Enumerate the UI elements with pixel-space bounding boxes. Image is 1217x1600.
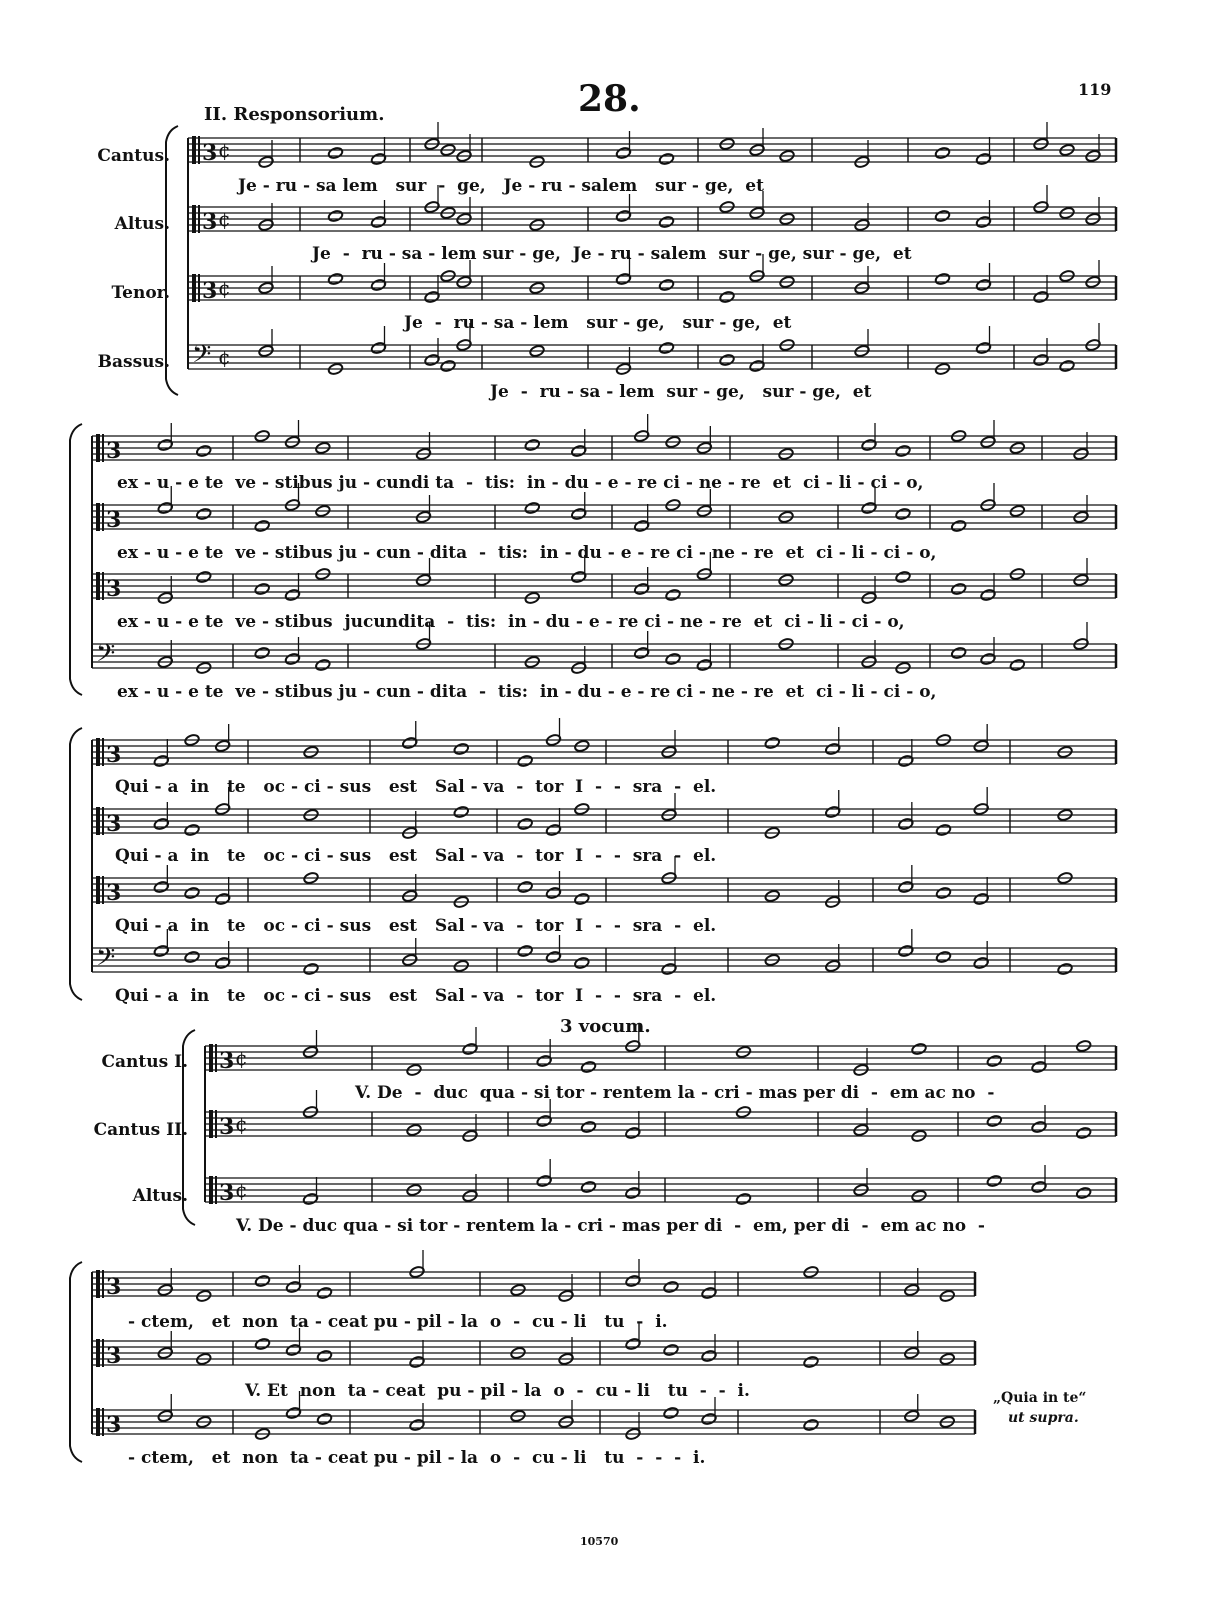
c-clef-glyph: 3 xyxy=(202,278,218,304)
c-clef-bar xyxy=(102,738,104,766)
note-head xyxy=(986,1054,1002,1067)
note-head xyxy=(327,272,343,285)
note-head xyxy=(1059,359,1075,372)
note-head xyxy=(895,444,911,457)
c-clef xyxy=(96,503,100,531)
note-head xyxy=(986,1174,1002,1187)
c-clef xyxy=(192,136,196,164)
note-head xyxy=(665,652,681,665)
voice-label: Cantus. xyxy=(97,146,170,166)
note-head xyxy=(524,501,540,514)
time-signature: ¢ xyxy=(235,1046,248,1070)
note-head xyxy=(935,886,951,899)
time-signature: ¢ xyxy=(218,138,231,162)
c-clef xyxy=(96,807,100,835)
note-head xyxy=(327,146,343,159)
repeat-instruction-suffix: ut supra. xyxy=(1008,1410,1079,1426)
c-clef xyxy=(209,1044,213,1072)
c-clef-bar xyxy=(102,876,104,904)
c-clef-bar xyxy=(198,205,200,233)
note-head xyxy=(935,950,951,963)
note-head xyxy=(254,519,270,532)
c-clef-glyph: 3 xyxy=(219,1114,235,1140)
c-clef-glyph: 3 xyxy=(106,811,122,837)
note-head xyxy=(951,519,967,532)
piece-number: 28. xyxy=(578,78,641,120)
c-clef-bar xyxy=(102,503,104,531)
lyrics-line: Je - ru - sa - lem sur - ge, Je - ru - salem sur - ge, sur - ge, et xyxy=(312,244,912,264)
c-clef xyxy=(192,205,196,233)
note-head xyxy=(934,209,950,222)
system-bracket xyxy=(70,1262,82,1462)
lyrics-line: Qui - a in te oc - ci - sus est Sal - va - tor I - - sra - el. xyxy=(115,916,717,936)
note-head xyxy=(719,353,735,366)
note-head xyxy=(316,1412,332,1425)
c-clef-glyph: 3 xyxy=(106,1412,122,1438)
note-head xyxy=(934,146,950,159)
note-head xyxy=(895,570,911,583)
note-head xyxy=(196,444,212,457)
note-head xyxy=(986,1114,1002,1127)
note-head xyxy=(935,823,951,836)
c-clef-bar xyxy=(215,1044,217,1072)
c-clef xyxy=(192,274,196,302)
note-head xyxy=(517,880,533,893)
vocum-title: 3 vocum. xyxy=(560,1016,651,1037)
note-head xyxy=(658,152,674,165)
c-clef xyxy=(96,1270,100,1298)
lyrics-line: V. Et non ta - ceat pu - pil - la o - cu - li tu - - i. xyxy=(245,1381,750,1401)
time-signature: ¢ xyxy=(235,1178,248,1202)
repeat-instruction: „Quia in te“ xyxy=(993,1390,1087,1406)
note-head xyxy=(524,438,540,451)
c-clef-bar xyxy=(102,1270,104,1298)
section-title: II. Responsorium. xyxy=(204,104,385,125)
c-clef xyxy=(96,738,100,766)
c-clef-glyph: 3 xyxy=(106,438,122,464)
time-signature: ¢ xyxy=(235,1112,248,1136)
note-head xyxy=(951,582,967,595)
page-number: 119 xyxy=(1078,80,1112,99)
note-head xyxy=(254,646,270,659)
c-clef-bar xyxy=(102,572,104,600)
note-head xyxy=(719,290,735,303)
note-head xyxy=(254,582,270,595)
lyrics-line: Qui - a in te oc - ci - sus est Sal - va - tor I - - sra - el. xyxy=(115,777,717,797)
note-head xyxy=(1009,658,1025,671)
note-head xyxy=(658,341,674,354)
note-head xyxy=(254,1274,270,1287)
note-head xyxy=(911,1042,927,1055)
note-head xyxy=(184,886,200,899)
note-head xyxy=(658,215,674,228)
note-head xyxy=(327,209,343,222)
c-clef xyxy=(96,572,100,600)
note-head xyxy=(315,658,331,671)
note-head xyxy=(1076,1126,1092,1139)
note-head xyxy=(517,754,533,767)
voice-label: Bassus. xyxy=(97,352,170,372)
lyrics-line: Je - ru - sa lem sur - ge, Je - ru - salem sur - ge, et xyxy=(238,176,764,196)
c-clef-bar xyxy=(198,274,200,302)
c-clef-glyph: 3 xyxy=(106,742,122,768)
note-head xyxy=(184,950,200,963)
c-clef-bar xyxy=(102,1408,104,1436)
note-head xyxy=(663,1280,679,1293)
c-clef-glyph: 3 xyxy=(219,1180,235,1206)
bass-clef: 𝄢 xyxy=(96,943,116,978)
note-head xyxy=(764,736,780,749)
note-head xyxy=(453,742,469,755)
bass-clef: 𝄢 xyxy=(96,639,116,674)
note-head xyxy=(663,1406,679,1419)
note-head xyxy=(1057,962,1073,975)
c-clef-glyph: 3 xyxy=(106,576,122,602)
note-head xyxy=(663,1343,679,1356)
lyrics-line: ex - u - e te ve - stibus ju - cundi ta - tis: in - du - e - re ci - ne - re et ci - li - ci - o, xyxy=(117,473,924,493)
note-head xyxy=(316,1286,332,1299)
plate-number: 10570 xyxy=(580,1535,619,1548)
note-head xyxy=(316,1349,332,1362)
c-clef xyxy=(96,1408,100,1436)
lyrics-line: V. De - duc qua - si tor - rentem la - cri - mas per di - em, per di - em ac no - xyxy=(236,1216,985,1236)
c-clef-glyph: 3 xyxy=(106,1343,122,1369)
note-head xyxy=(951,646,967,659)
c-clef-bar xyxy=(102,1339,104,1367)
note-head xyxy=(803,1355,819,1368)
lyrics-line: Qui - a in te oc - ci - sus est Sal - va - tor I - - sra - el. xyxy=(115,986,717,1006)
c-clef-glyph: 3 xyxy=(106,507,122,533)
voice-label: Cantus II. xyxy=(93,1120,188,1140)
note-head xyxy=(574,892,590,905)
system-bracket xyxy=(70,424,82,695)
lyrics-line: V. De - duc qua - si tor - rentem la - cri - mas per di - em ac no - xyxy=(355,1083,995,1103)
c-clef-glyph: 3 xyxy=(202,209,218,235)
voice-label: Altus. xyxy=(132,1186,188,1206)
note-head xyxy=(580,1060,596,1073)
note-head xyxy=(1076,1186,1092,1199)
c-clef-bar xyxy=(215,1176,217,1204)
lyrics-line: Je - ru - sa - lem sur - ge, sur - ge, et xyxy=(404,313,792,333)
c-clef-bar xyxy=(102,434,104,462)
lyrics-line: ex - u - e te ve - stibus jucundita - tis: in - du - e - re ci - ne - re et ci - li - ci - o, xyxy=(117,612,905,632)
voice-label: Cantus I. xyxy=(101,1052,188,1072)
lyrics-line: - ctem, et non ta - ceat pu - pil - la o - cu - li tu - i. xyxy=(128,1312,668,1332)
note-head xyxy=(803,1418,819,1431)
time-signature: ¢ xyxy=(218,276,231,300)
c-clef-bar xyxy=(102,807,104,835)
c-clef-bar xyxy=(198,136,200,164)
time-signature: ¢ xyxy=(218,207,231,231)
c-clef xyxy=(96,434,100,462)
system-bracket xyxy=(70,728,82,1000)
note-head xyxy=(580,1120,596,1133)
note-head xyxy=(453,805,469,818)
lyrics-line: Qui - a in te oc - ci - sus est Sal - va - tor I - - sra - el. xyxy=(115,846,717,866)
note-head xyxy=(665,588,681,601)
note-head xyxy=(517,944,533,957)
voice-label: Tenor. xyxy=(111,283,170,303)
c-clef-bar xyxy=(215,1110,217,1138)
c-clef-glyph: 3 xyxy=(106,880,122,906)
c-clef xyxy=(209,1110,213,1138)
note-head xyxy=(574,956,590,969)
c-clef-glyph: 3 xyxy=(202,140,218,166)
time-signature: ¢ xyxy=(218,345,231,369)
note-head xyxy=(735,1192,751,1205)
lyrics-line: ex - u - e te ve - stibus ju - cun - dita - tis: in - du - e - re ci - ne - re et ci - li - ci - o, xyxy=(117,543,937,563)
note-head xyxy=(196,507,212,520)
c-clef-glyph: 3 xyxy=(106,1274,122,1300)
note-head xyxy=(254,1337,270,1350)
note-head xyxy=(658,278,674,291)
c-clef xyxy=(96,1339,100,1367)
note-head xyxy=(895,507,911,520)
c-clef xyxy=(96,876,100,904)
voice-label: Altus. xyxy=(114,214,170,234)
note-head xyxy=(440,359,456,372)
bass-clef: 𝄢 xyxy=(192,340,212,375)
c-clef-glyph: 3 xyxy=(219,1048,235,1074)
c-clef xyxy=(209,1176,213,1204)
note-head xyxy=(934,272,950,285)
lyrics-line: ex - u - e te ve - stibus ju - cun - dita - tis: in - du - e - re ci - ne - re et ci - li - ci - o, xyxy=(117,682,937,702)
lyrics-line: - ctem, et non ta - ceat pu - pil - la o - cu - li tu - - - i. xyxy=(128,1448,706,1468)
note-head xyxy=(303,962,319,975)
note-head xyxy=(196,570,212,583)
lyrics-line: Je - ru - sa - lem sur - ge, sur - ge, et xyxy=(490,382,872,402)
note-head xyxy=(580,1180,596,1193)
note-head xyxy=(184,823,200,836)
note-head xyxy=(517,817,533,830)
